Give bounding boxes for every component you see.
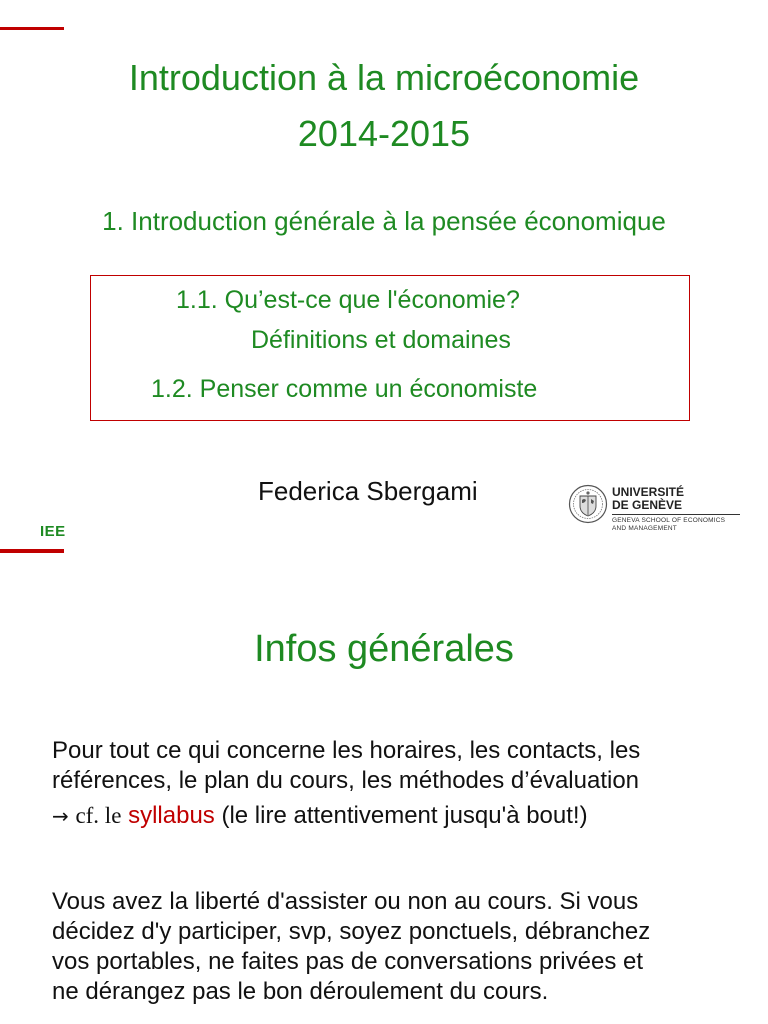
- paragraph-attendance-line1: Vous avez la liberté d'assister ou non au cours. Si vous: [52, 888, 639, 915]
- course-title-line1: Introduction à la microéconomie: [128, 57, 640, 98]
- syllabus-link[interactable]: syllabus: [128, 802, 215, 829]
- arrow-icon: →: [52, 804, 69, 828]
- paragraph-info-line3: [52, 801, 742, 831]
- institute-label: IEE: [40, 523, 66, 540]
- logo-divider: [612, 514, 740, 515]
- topic-2: 1.2. Penser comme un économiste: [151, 375, 538, 403]
- school-name-line1: GENEVA SCHOOL OF ECONOMICS: [612, 517, 726, 524]
- school-name-line2: AND MANAGEMENT: [612, 524, 677, 532]
- topic-1-line1: 1.1. Qu’est-ce que l'économie?: [176, 286, 520, 314]
- paragraph-info-line1: Pour tout ce qui concerne les horaires, les contacts, les: [52, 737, 641, 764]
- author-name: Federica Sbergami: [258, 476, 478, 506]
- university-name-line2: DE GENÈVE: [612, 498, 683, 512]
- paragraph-attendance-line3: vos portables, ne faites pas de conversations privées et: [52, 948, 643, 975]
- university-logo: [566, 478, 744, 546]
- topics-box: [90, 275, 690, 421]
- university-name-line1: UNIVERSITÉ: [612, 485, 685, 499]
- section-title: Infos générales: [254, 628, 514, 670]
- chapter-heading: 1. Introduction générale à la pensée économique: [102, 206, 666, 236]
- course-title-line2: 2014-2015: [297, 113, 471, 154]
- university-name: [612, 486, 684, 512]
- paragraph-info: [52, 736, 742, 831]
- topic-1-line2: Définitions et domaines: [251, 326, 511, 354]
- paragraph-info-line2: références, le plan du cours, les méthodes d’évaluation: [52, 767, 640, 794]
- top-red-rule: [0, 27, 64, 30]
- university-seal-icon: [568, 484, 608, 524]
- bottom-red-rule: [0, 549, 64, 553]
- syllabus-note: (le lire attentivement jusqu'à bout!): [221, 802, 588, 829]
- cf-label: cf. le: [75, 803, 122, 828]
- paragraph-attendance-line4: ne dérangez pas le bon déroulement du cours.: [52, 978, 549, 1005]
- paragraph-attendance: [52, 887, 742, 1007]
- course-title: [0, 50, 768, 162]
- paragraph-attendance-line2: décidez d'y participer, svp, soyez ponctuels, débranchez: [52, 918, 651, 945]
- school-name: [612, 517, 725, 532]
